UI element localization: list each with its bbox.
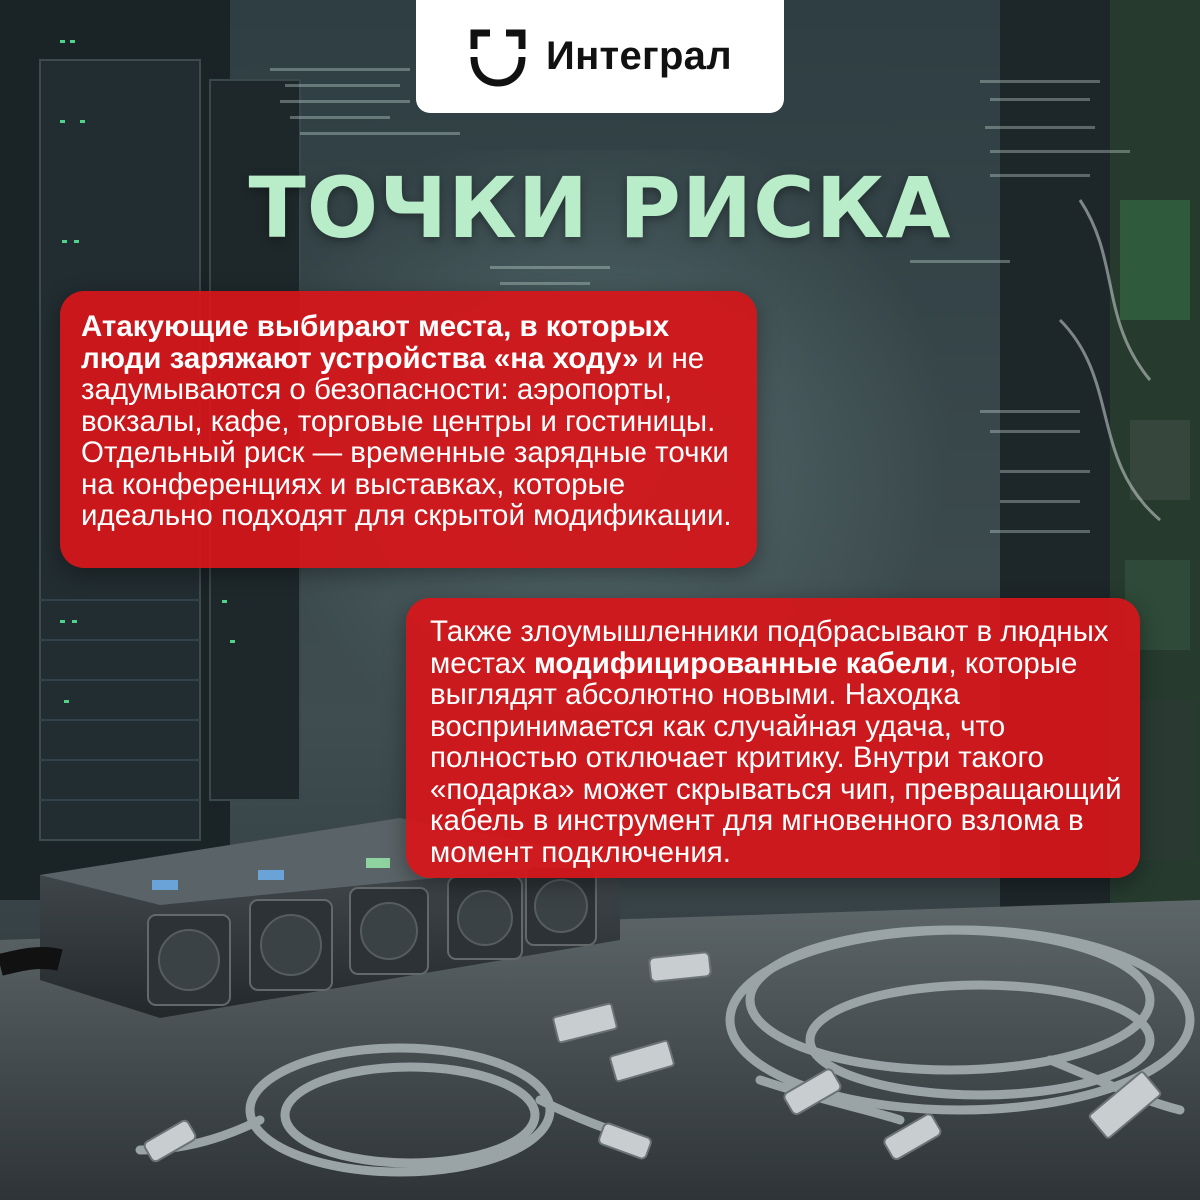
info-card-modified-cables: [406, 598, 1140, 878]
card-2-lead: Также злоумышленники подбрасывают в людных местах: [430, 615, 1109, 680]
brand-header: [416, 0, 784, 113]
brand-name: Интеграл: [546, 34, 732, 78]
info-card-charging-locations: [60, 291, 757, 568]
card-1-text: [81, 311, 737, 532]
card-1-rest: и не задумываются о безопасности: аэропорты, вокзалы, кафе, торговые центры и гостиницы. Отдельный риск — временные зарядные точки на конференциях и выставках, которые идеально подходят для скрытой модификации.: [81, 341, 732, 532]
card-2-text: [430, 616, 1124, 868]
card-2-rest: , которые выглядят абсолютно новыми. Находка воспринимается как случайная удача, что полностью отключает критику. Внутри такого «подарка» может скрываться чип, превращающий кабель в инструмент для мгновенного взлома в момент подключения.: [430, 646, 1122, 869]
smile-bracket-logo-icon: [468, 27, 528, 87]
card-2-bold: модифицированные кабели: [533, 646, 949, 680]
card-1-bold-lead: Атакующие выбирают места, в которых люди заряжают устройства «на ходу»: [81, 310, 670, 375]
page-title: ТОЧКИ РИСКА: [248, 159, 952, 257]
